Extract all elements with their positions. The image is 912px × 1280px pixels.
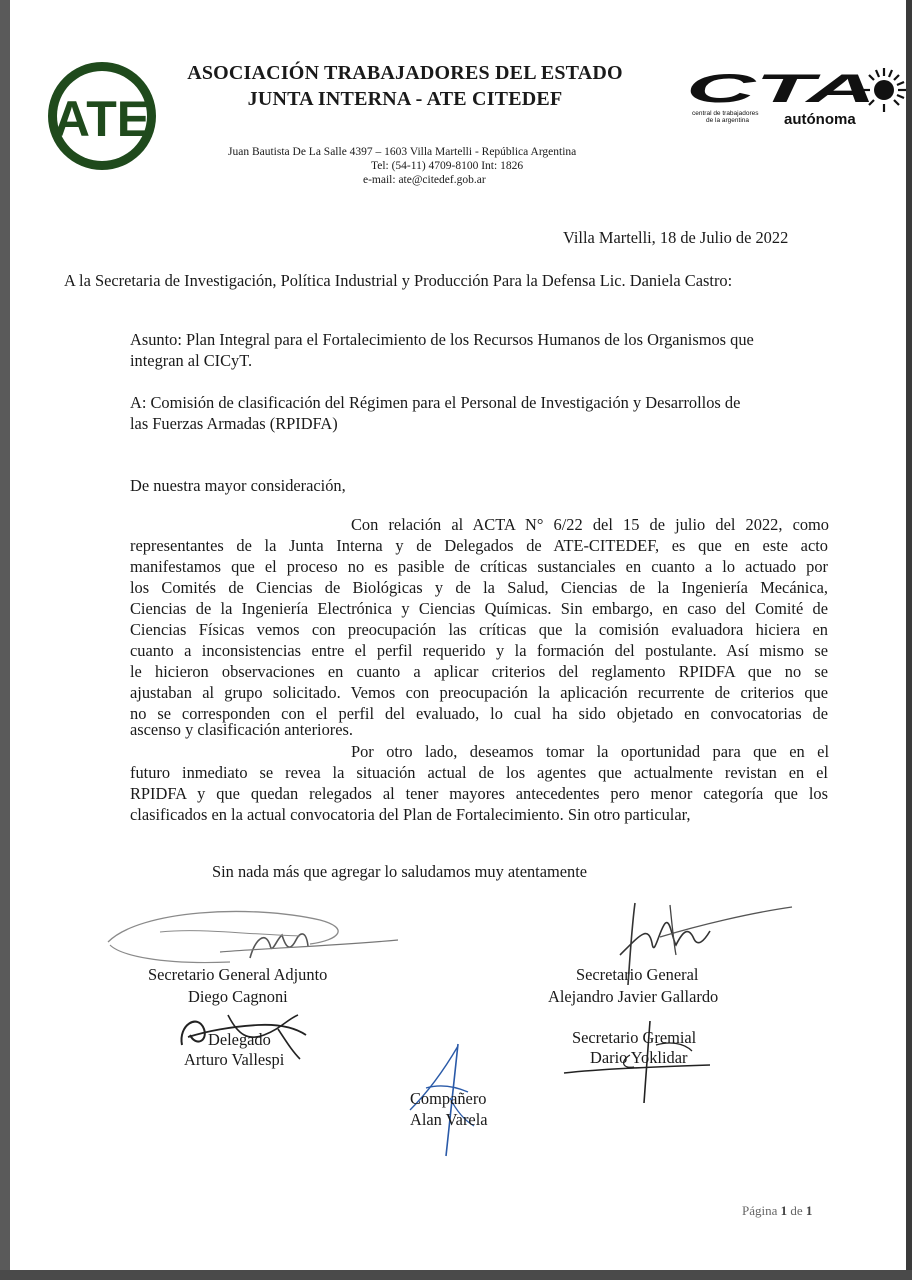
greeting: De nuestra mayor consideración,: [130, 476, 346, 495]
p1-line: Con relación al ACTA N° 6/22 del 15 de julio del 2022, como: [351, 515, 829, 534]
p2-line: clasificados en la actual convocatoria del Plan de Fortalecimiento. Sin otro particular,: [130, 805, 691, 824]
signatory-name: Arturo Vallespi: [184, 1050, 285, 1069]
email-line: e-mail: ate@citedef.gob.ar: [363, 174, 486, 186]
page-word: Página: [742, 1203, 778, 1218]
signatory-name: Alejandro Javier Gallardo: [548, 987, 719, 1006]
signatory-role: Delegado: [208, 1030, 271, 1049]
p1-line: Ciencias de la Ingeniería Electrónica y Ciencias Químicas. Sin embargo, en caso del Comité de: [130, 599, 828, 618]
p1-line: cuanto a inconsistencias entre el perfil requerido y la formación del postulante. Así mismo se: [130, 641, 828, 660]
page-number: [742, 1203, 812, 1219]
org-title-line1: ASOCIACIÓN TRABAJADORES DEL ESTADO: [187, 62, 623, 84]
to-line-1: A: Comisión de clasificación del Régimen para el Personal de Investigación y Desarrollos de: [130, 393, 741, 412]
page-of: de: [790, 1203, 803, 1218]
p1-line: ascenso y clasificación anteriores.: [130, 720, 353, 739]
subject-line-2: integran al CICyT.: [130, 351, 253, 370]
letter-recipient: A la Secretaria de Investigación, Política Industrial y Producción Para la Defensa Lic. Daniela Castro:: [64, 271, 733, 290]
signatory-name: Dario Yoklidar: [590, 1048, 688, 1067]
letter-date: Villa Martelli, 18 de Julio de 2022: [563, 228, 789, 247]
p1-line: manifestamos que el proceso no es pasible de críticas sustanciales en cuanto a lo actuado por: [130, 557, 828, 576]
scan-border-left: [0, 0, 10, 1280]
org-title-line2: JUNTA INTERNA - ATE CITEDEF: [247, 88, 563, 110]
p1-line: ajustaban al grupo solicitado. Vemos con preocupación la aplicación recurrente de criterios que: [130, 683, 828, 702]
cta-subtitle-2: de la argentina: [706, 117, 750, 124]
cta-logo: [686, 66, 908, 128]
closing-line: Sin nada más que agregar lo saludamos muy atentamente: [212, 862, 588, 881]
p1-line: Ciencias Físicas vemos con preocupación las críticas que la comisión evaluadora hiciera en: [130, 620, 828, 639]
p1-line: no se corresponden con el perfil del evaluado, lo cual ha sido objetado en convocatorias de: [130, 704, 828, 723]
signatory-name: Alan Varela: [410, 1110, 488, 1129]
p1-line: representantes de la Junta Interna y de Delegados de ATE-CITEDEF, es que en este acto: [130, 536, 828, 555]
p2-line: futuro inmediato se revea la situación actual de los agentes que actualmente revistan en el: [130, 763, 828, 782]
phone-line: Tel: (54-11) 4709-8100 Int: 1826: [371, 160, 524, 172]
signatory-role: Secretario Gremial: [572, 1028, 697, 1047]
scan-border-bottom: [0, 1270, 912, 1280]
signatory-role: Secretario General Adjunto: [148, 965, 328, 984]
to-line-2: las Fuerzas Armadas (RPIDFA): [130, 414, 338, 433]
p1-line: le hicieron observaciones en cuanto a aplicar criterios del reglamento RPIDFA que no se: [130, 662, 828, 681]
signatory-role: Secretario General: [576, 965, 699, 984]
page-current: 1: [780, 1203, 788, 1218]
cta-subtitle-3: autónoma: [784, 111, 856, 128]
p2-line: RPIDFA y que quedan relegados al tener mayores antecedentes pero menor categoría que los: [130, 784, 828, 803]
cta-logo-text: CTA: [686, 67, 876, 111]
address-line: Juan Bautista De La Salle 4397 – 1603 Villa Martelli - República Argentina: [228, 146, 577, 158]
scan-border-right: [906, 0, 912, 1280]
p1-line: los Comités de Ciencias de Biológicas y de la Salud, Ciencias de la Ingeniería Mecánica,: [130, 578, 828, 597]
p2-line: Por otro lado, deseamos tomar la oportunidad para que en el: [351, 742, 829, 761]
subject-line-1: Asunto: Plan Integral para el Fortalecimiento de los Recursos Humanos de los Organismos que: [130, 330, 754, 349]
signatory-name: Diego Cagnoni: [188, 987, 288, 1006]
page-total: 1: [805, 1203, 813, 1218]
cta-subtitle-1: central de trabajadores: [692, 110, 759, 117]
signatory-role: Compañero: [410, 1089, 487, 1108]
ate-logo-text: ATE: [53, 91, 151, 147]
